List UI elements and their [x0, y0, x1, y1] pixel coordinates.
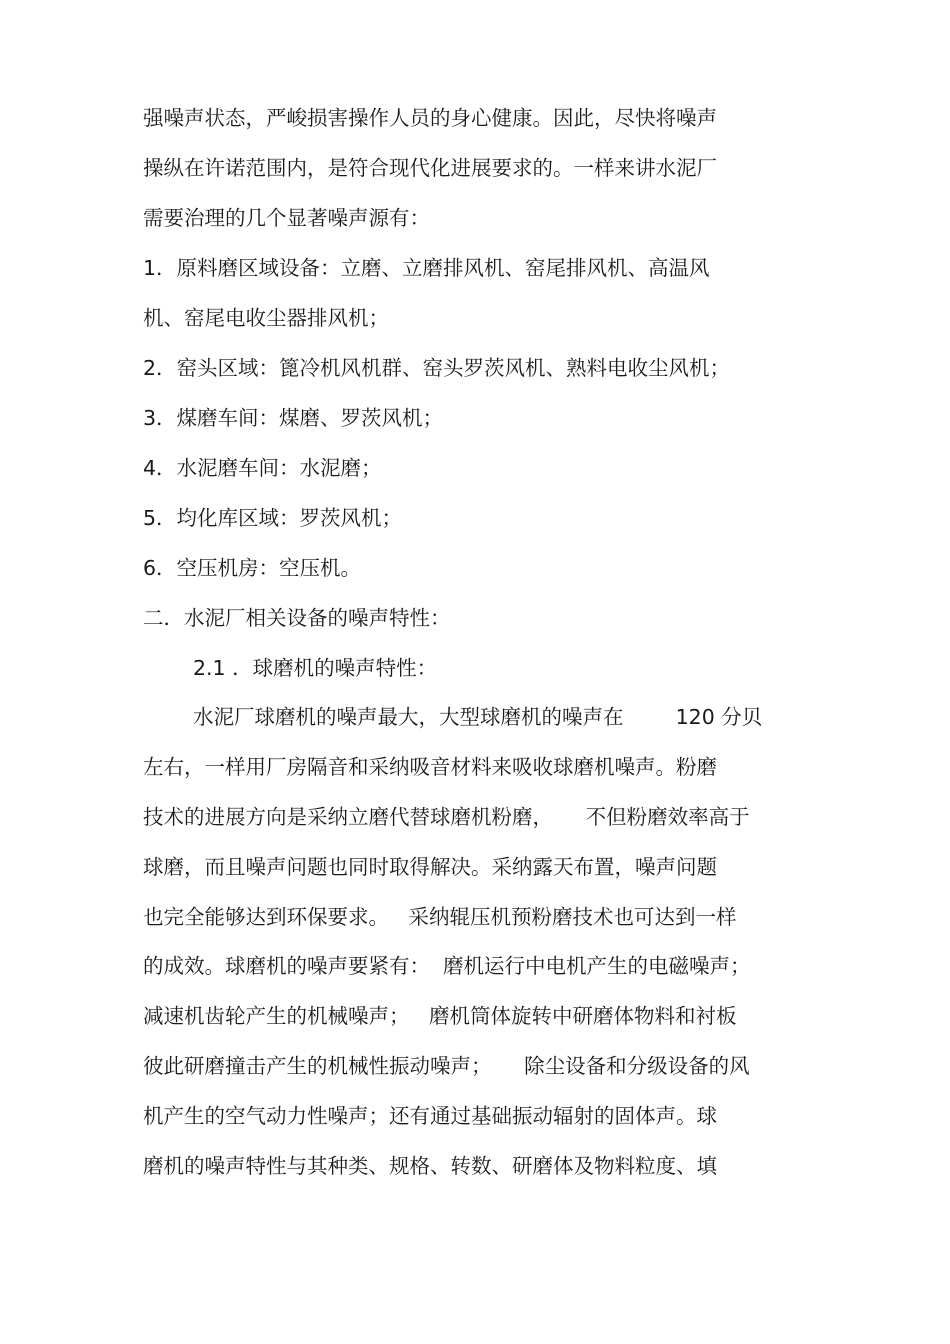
paragraph-line: 技术的进展方向是采纳立磨代替球磨机粉磨， 不但粉磨效率高于: [143, 805, 750, 829]
paragraph-line: 水泥厂球磨机的噪声最大，大型球磨机的噪声在 120 分贝: [193, 705, 763, 729]
subsection-heading: 2.1 ．球磨机的噪声特性：: [193, 656, 438, 680]
paragraph-line: 左右，一样用厂房隔音和采纳吸音材料来吸收球磨机噪声。粉磨: [143, 755, 717, 779]
list-item: 3．煤磨车间：煤磨、罗茨风机；: [143, 406, 444, 430]
paragraph-line: 彼此研磨撞击产生的机械性振动噪声； 除尘设备和分级设备的风: [143, 1054, 750, 1078]
list-item: 5．均化库区域：罗茨风机；: [143, 506, 403, 530]
list-item: 1．原料磨区域设备：立磨、立磨排风机、窑尾排风机、高温风: [143, 256, 710, 280]
list-item: 4．水泥磨车间：水泥磨；: [143, 456, 382, 480]
paragraph-line: 需要治理的几个显著噪声源有：: [143, 206, 430, 230]
list-item-continuation: 机、窑尾电收尘器排风机；: [143, 306, 389, 330]
paragraph-line: 强噪声状态，严峻损害操作人员的身心健康。因此，尽快将噪声: [143, 106, 717, 130]
paragraph-line: 球磨，而且噪声问题也同时取得解决。采纳露天布置，噪声问题: [143, 855, 717, 879]
list-item: 2．窑头区域：篦冷机风机群、窑头罗茨风机、熟料电收尘风机；: [143, 356, 731, 380]
list-item: 6．空压机房：空压机。: [143, 556, 362, 580]
paragraph-line: 操纵在许诺范围内，是符合现代化进展要求的。一样来讲水泥厂: [143, 156, 717, 180]
paragraph-line: 减速机齿轮产生的机械噪声； 磨机筒体旋转中研磨体物料和衬板: [143, 1004, 737, 1028]
paragraph-line: 也完全能够达到环保要求。 采纳辊压机预粉磨技术也可达到一样: [143, 905, 737, 929]
paragraph-line: 的成效。球磨机的噪声要紧有： 磨机运行中电机产生的电磁噪声；: [143, 954, 751, 978]
section-heading: 二．水泥厂相关设备的噪声特性：: [143, 606, 451, 630]
paragraph-line: 机产生的空气动力性噪声；还有通过基础振动辐射的固体声。球: [143, 1104, 717, 1128]
paragraph-line: 磨机的噪声特性与其种类、规格、转数、研磨体及物料粒度、填: [143, 1154, 717, 1178]
